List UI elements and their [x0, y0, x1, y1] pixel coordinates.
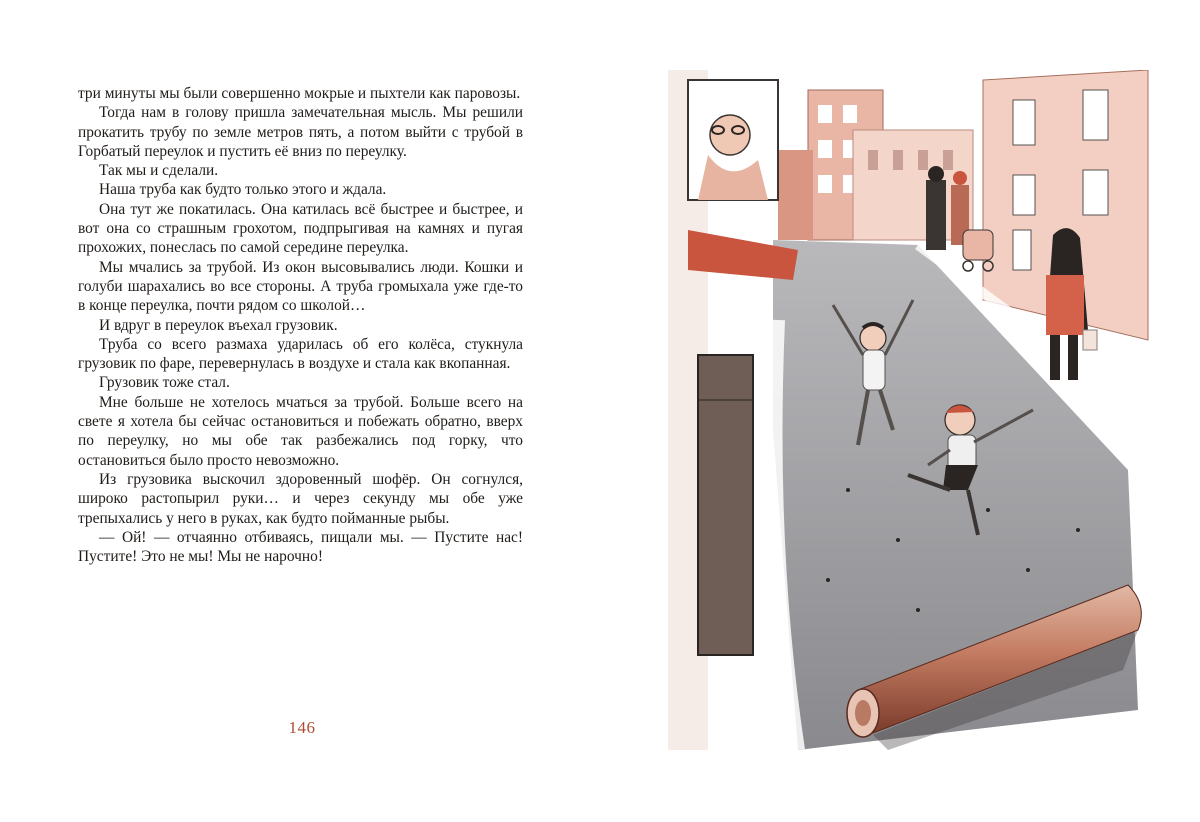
street-illustration [668, 70, 1158, 750]
paragraph: Она тут же покатилась. Она катилась всё быстрее и быстрее, и вот она со страшным грохотом, подпрыгивая на камнях и пугая прохожих, понеслась по самой середине переулка. [78, 200, 523, 257]
paragraph: Тогда нам в голову пришла замечательная мысль. Мы решили прокатить трубу по земле метров пять, а потом выйти с трубой в Горбатый переулок и пустить её вниз по переулку. [78, 104, 523, 160]
paragraph: три минуты мы были совершенно мокрые и пыхтели как паровозы. [78, 85, 521, 102]
paragraph: Так мы и сделали. [99, 162, 219, 180]
paragraph: Грузовик тоже стал. [99, 374, 230, 392]
paragraph: Труба со всего размаха ударилась об его колёса, стукнула грузовик по фаре, перевернулась в воздухе и стала как вкопанная. [78, 335, 523, 373]
paragraph: Наша труба как будто только этого и ждала. [99, 181, 387, 199]
illustration-svg [668, 70, 1158, 750]
text-column [78, 84, 523, 566]
page-number: 146 [288, 718, 316, 737]
paragraph: Из грузовика выскочил здоровенный шофёр. Он согнулся, широко растопырил руки… и через секунду мы обе уже трепыхались у него в руках, как будто пойманные рыбы. [78, 470, 523, 527]
paragraph: Мне больше не хотелось мчаться за трубой. Больше всего на свете я хотела бы сейчас остановиться и побежать обратно, вверх по переулку, но мы обе так разбежались под горку, что остановиться было просто невозможно. [78, 393, 523, 469]
paragraph: И вдруг в переулок въехал грузовик. [99, 316, 338, 334]
paragraph: — Ой! — отчаянно отбиваясь, пищали мы. — Пустите нас! Пустите! Это не мы! Мы не нарочно! [78, 528, 523, 566]
paragraph: Мы мчались за трубой. Из окон высовывались люди. Кошки и голуби шарахались во все стороны. А труба громыхала уже где-то в конце переулка, почти рядом со школой… [78, 258, 523, 315]
